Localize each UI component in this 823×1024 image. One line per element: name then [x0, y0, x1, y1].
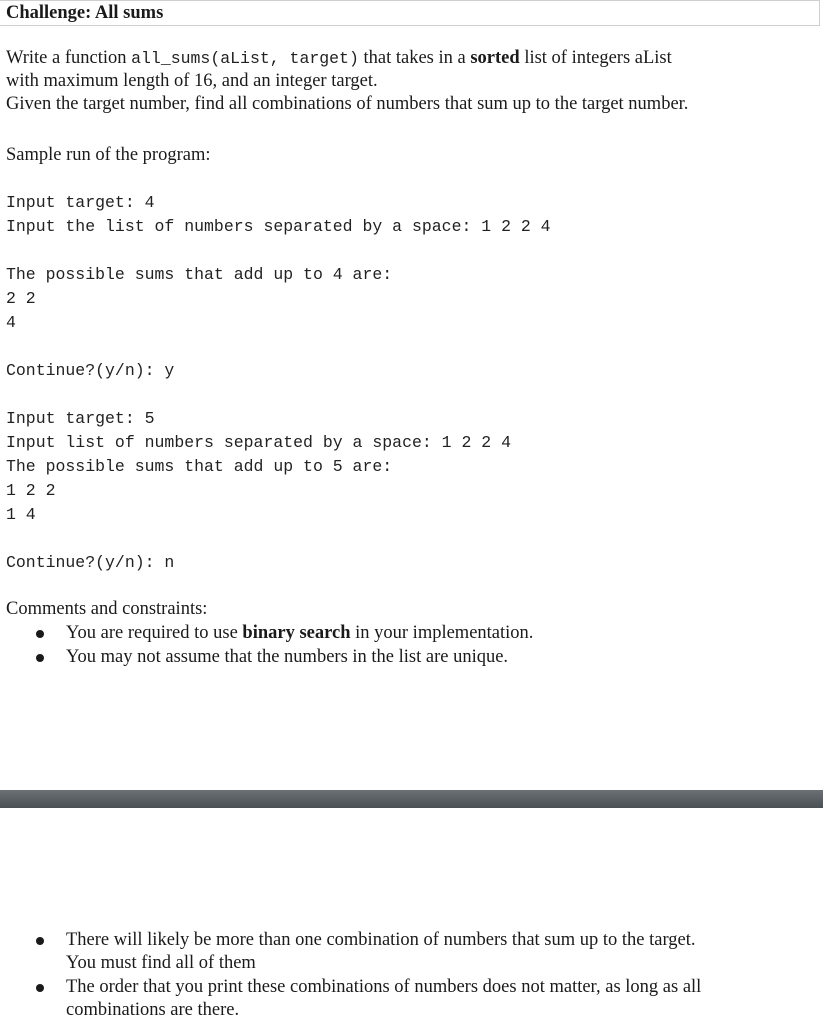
sample-run-code-block	[6, 191, 806, 575]
code-line: 1 2 2	[6, 481, 56, 500]
code-line: Input the list of numbers separated by a space: 1 2 2 4	[6, 217, 551, 236]
function-signature-code: all_sums(aList, target)	[131, 49, 359, 68]
bullet-icon	[36, 937, 44, 945]
code-line: 2 2	[6, 289, 36, 308]
page-divider	[0, 790, 823, 808]
title-box	[0, 0, 820, 26]
intro-line-1	[6, 47, 806, 70]
intro-mid: that takes in a	[358, 48, 471, 68]
more-constraints-list	[6, 929, 806, 1022]
challenge-title: Challenge: All sums	[6, 3, 164, 23]
document-page-bottom	[0, 808, 823, 1024]
bullet-icon	[36, 630, 44, 638]
code-line: Continue?(y/n): y	[6, 361, 175, 380]
list-item: The order that you print these combinations of numbers does not matter, as long as all combinations are there.	[6, 976, 806, 1022]
code-line	[6, 527, 806, 551]
bullet-icon	[36, 654, 44, 662]
code-line: Input target: 4	[6, 193, 155, 212]
intro-tail: list of integers aList	[519, 48, 672, 68]
list-item: You may not assume that the numbers in the list are unique.	[6, 646, 806, 669]
intro-line-3: Given the target number, find all combinations of numbers that sum up to the target number.	[6, 94, 689, 114]
code-line: 1 4	[6, 505, 36, 524]
constraints-list	[6, 622, 806, 669]
comments-heading: Comments and constraints:	[6, 599, 208, 619]
intro-line-2: with maximum length of 16, and an integer target.	[6, 71, 378, 91]
intro-paragraph	[6, 47, 806, 116]
intro-lead: Write a function	[6, 48, 132, 68]
code-line: 4	[6, 313, 16, 332]
code-line	[6, 239, 806, 263]
list-item: You are required to use binary search in your implementation.	[6, 622, 806, 645]
intro-bold-sorted: sorted	[470, 48, 520, 68]
code-line: Continue?(y/n): n	[6, 553, 175, 572]
code-line: The possible sums that add up to 4 are:	[6, 265, 393, 284]
list-item: There will likely be more than one combination of numbers that sum up to the target. You must find all of them	[6, 929, 806, 975]
code-line	[6, 335, 806, 359]
code-line: Input target: 5	[6, 409, 155, 428]
code-line: Input list of numbers separated by a space: 1 2 2 4	[6, 433, 511, 452]
code-line	[6, 383, 806, 407]
sample-heading: Sample run of the program:	[6, 145, 211, 165]
bullet-icon	[36, 984, 44, 992]
code-line: The possible sums that add up to 5 are:	[6, 457, 393, 476]
